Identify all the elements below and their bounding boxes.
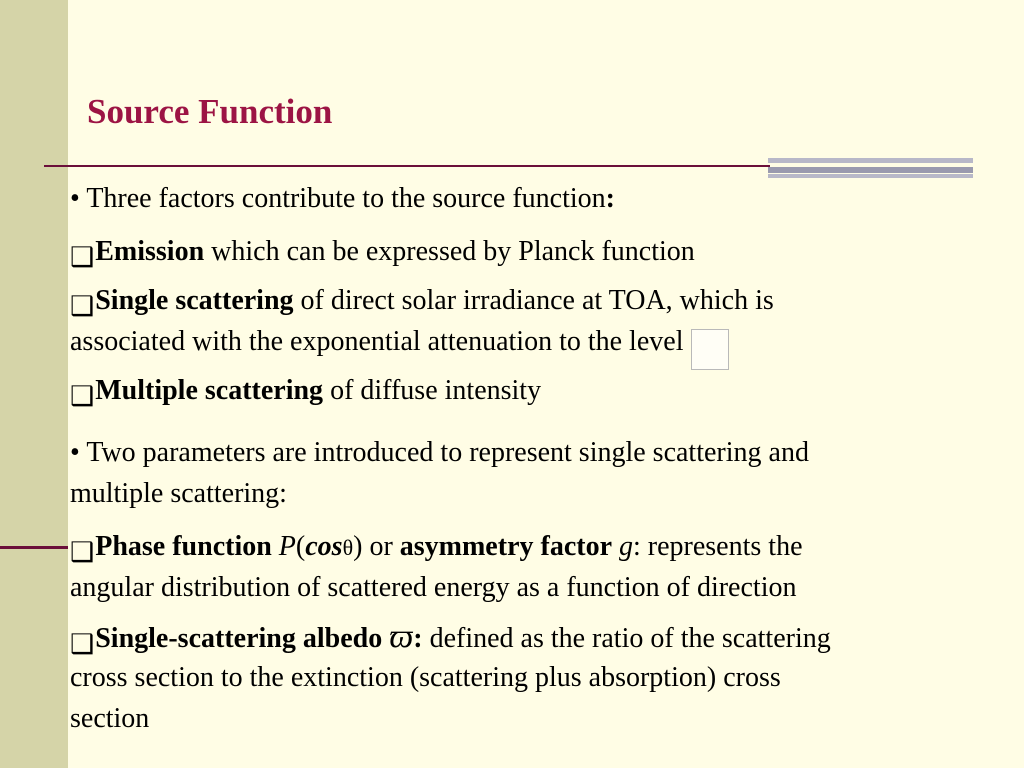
item-multiple-scattering — [70, 370, 541, 411]
asymmetry-factor-term: asymmetry factor — [399, 531, 612, 562]
checkbox-bullet-icon: ❑ — [70, 291, 95, 321]
item-single-scattering-albedo-line2 — [70, 657, 781, 698]
albedo-desc-2: cross section to the extinction (scattering plus absorption) cross — [70, 662, 781, 693]
emission-desc: which can be expressed by Planck function — [204, 236, 695, 267]
symbol-P: P — [278, 531, 296, 562]
paren-close: ) — [353, 531, 363, 562]
emission-term: Emission — [95, 236, 205, 267]
sidebar-accent-line — [0, 546, 68, 549]
phase-desc-2: angular distribution of scattered energy as a function of direction — [70, 572, 797, 603]
albedo-desc: defined as the ratio of the scattering — [422, 623, 831, 654]
or-text: or — [362, 531, 400, 562]
item-single-scattering-albedo-line3 — [70, 698, 149, 739]
item-single-scattering-albedo — [70, 616, 831, 659]
albedo-desc-3: section — [70, 703, 150, 734]
symbol-cos: cos — [305, 531, 343, 562]
equation-image-placeholder — [691, 329, 729, 370]
bullet-colon: : — [605, 183, 615, 214]
item-phase-function-line2 — [70, 567, 796, 608]
bullet-marker: • — [70, 437, 80, 468]
albedo-colon: : — [413, 623, 423, 654]
single-scattering-term: Single scattering — [95, 285, 294, 316]
checkbox-bullet-icon: ❑ — [70, 629, 95, 659]
single-scattering-desc: of direct solar irradiance at TOA, which is — [293, 285, 774, 316]
title-divider-line — [44, 165, 770, 167]
bullet-two-parameters — [70, 432, 809, 473]
bullet-marker: • — [70, 183, 80, 214]
checkbox-bullet-icon: ❑ — [70, 242, 95, 272]
checkbox-bullet-icon: ❑ — [70, 537, 95, 567]
decorative-grey-bars — [768, 158, 973, 178]
bullet-text-2: multiple scattering: — [70, 478, 287, 509]
item-emission — [70, 231, 695, 272]
checkbox-bullet-icon: ❑ — [70, 381, 95, 411]
slide-title: Source Function — [87, 92, 333, 131]
bullet-three-factors — [70, 178, 615, 219]
item-single-scattering-line2 — [70, 321, 729, 370]
item-single-scattering — [70, 280, 774, 321]
phase-desc: : represents the — [633, 531, 803, 562]
phase-function-term: Phase function — [95, 531, 272, 562]
albedo-term: Single-scattering albedo — [95, 623, 383, 654]
bullet-text: Two parameters are introduced to represent single scattering and — [86, 437, 809, 468]
multiple-scattering-desc: of diffuse intensity — [323, 375, 542, 406]
item-phase-function — [70, 526, 803, 568]
paren-open: ( — [295, 531, 306, 562]
symbol-g: g — [619, 531, 633, 562]
symbol-theta: θ — [342, 535, 354, 560]
omega-symbol: ϖ — [389, 618, 414, 655]
single-scattering-desc-2: associated with the exponential attenuation to the level — [70, 326, 684, 357]
bullet-two-parameters-line2 — [70, 473, 287, 514]
multiple-scattering-term: Multiple scattering — [95, 375, 324, 406]
bullet-text: Three factors contribute to the source function — [86, 183, 606, 214]
left-sidebar-band — [0, 0, 68, 768]
